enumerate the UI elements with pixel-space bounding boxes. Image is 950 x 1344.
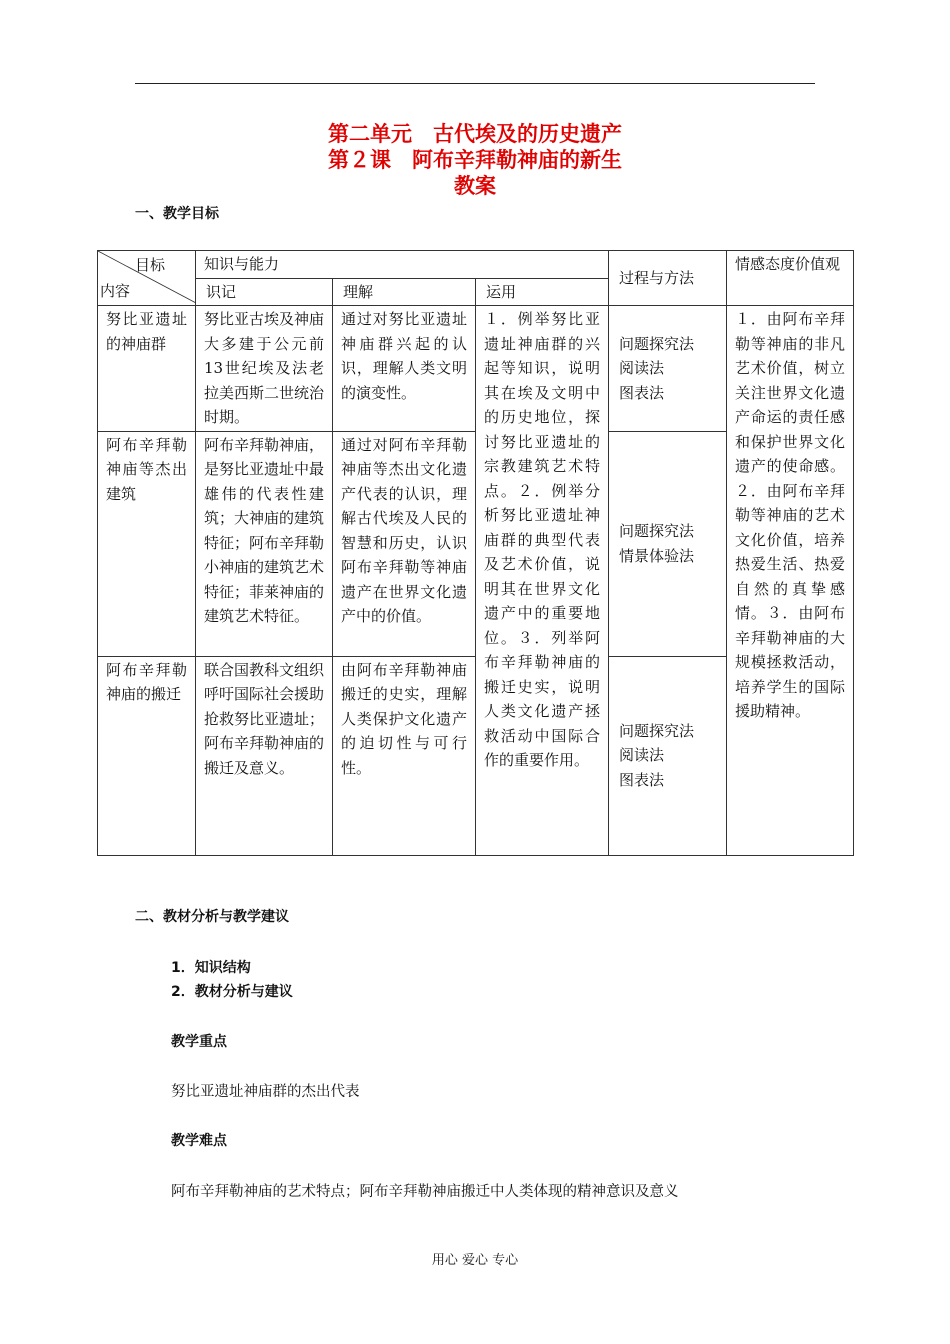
row3-understand: 由阿布辛拜勒神庙搬迁的史实，理解人类保护文化遗产的迫切性与可行性。 (333, 656, 476, 855)
row1-process (609, 306, 727, 432)
process-method: 图表法 (619, 383, 665, 402)
key-points-heading: 教学重点 (171, 1034, 227, 1050)
process-method: 情景体验法 (619, 546, 695, 565)
key-points-text: 努比亚遗址神庙群的杰出代表 (171, 1084, 360, 1100)
unit-title: 第二单元 古代埃及的历史遗产 (328, 122, 622, 146)
analysis-suggestion-item: 2．教材分析与建议 (171, 984, 293, 1000)
process-header: 过程与方法 (609, 251, 727, 306)
process-method: 问题探究法 (619, 522, 695, 540)
row3-recall: 联合国教科文组织呼吁国际社会援助抢救努比亚遗址；阿布辛拜勒神庙的搬迁及意义。 (196, 656, 333, 855)
row1-content: 努比亚遗址的神庙群 (98, 306, 196, 432)
recall-header: 识记 (196, 278, 333, 306)
header-rule (135, 83, 815, 84)
process-method: 阅读法 (619, 746, 665, 765)
apply-header: 运用 (476, 278, 609, 306)
doc-type-title: 教案 (454, 174, 496, 198)
process-method: 问题探究法 (619, 721, 695, 740)
knowledge-structure-item: 1．知识结构 (171, 960, 251, 976)
row2-recall: 阿布辛拜勒神庙，是努比亚遗址中最雄伟的代表性建筑；大神庙的建筑特征；阿布辛拜勒小神庙的建筑艺术特征；菲莱神庙的建筑艺术特征。 (196, 431, 333, 656)
section-heading-goals: 一、教学目标 (135, 206, 219, 222)
corner-label-content: 内容 (100, 281, 131, 300)
section-heading-analysis: 二、教材分析与教学建议 (135, 909, 289, 925)
emotion-cell: １．由阿布辛拜勒等神庙的非凡艺术价值，树立关注世界文化遗产命运的责任感和保护世界文化遗产的使命感。２．由阿布辛拜勒等神庙的艺术文化价值，培养热爱生活、热爱自然的真挚感情。３．由阿布辛拜勒神庙的大规模拯救活动，培养学生的国际援助精神。 (727, 306, 854, 856)
difficult-points-text: 阿布辛拜勒神庙的艺术特点；阿布辛拜勒神庙搬迁中人类体现的精神意识及意义 (171, 1184, 679, 1200)
difficult-points-heading: 教学难点 (171, 1133, 227, 1149)
row2-understand: 通过对阿布辛拜勒神庙等杰出文化遗产代表的认识，理解古代埃及人民的智慧和历史，认识阿布辛拜勒等神庙遗产在世界文化遗产中的价值。 (333, 431, 476, 656)
process-method: 问题探究法 (619, 334, 695, 353)
row3-content: 阿布辛拜勒神庙的搬迁 (98, 656, 196, 855)
row1-understand: 通过对努比亚遗址神庙群兴起的认识，理解人类文明的演变性。 (333, 306, 476, 432)
lesson-title: 第２课 阿布辛拜勒神庙的新生 (328, 148, 622, 172)
teaching-goals-table (97, 250, 854, 856)
row2-content: 阿布辛拜勒神庙等杰出建筑 (98, 431, 196, 656)
knowledge-header: 知识与能力 (196, 251, 609, 279)
understand-header: 理解 (333, 278, 476, 306)
process-method: 阅读法 (619, 359, 665, 377)
emotion-header: 情感态度价值观 (727, 251, 854, 306)
corner-label-goal: 目标 (134, 256, 165, 274)
row1-recall: 努比亚古埃及神庙大多建于公元前13世纪埃及法老拉美西斯二世统治时期。 (196, 306, 333, 432)
row2-process (609, 431, 727, 656)
process-method: 图表法 (619, 770, 665, 789)
apply-cell: １．例举努比亚遗址神庙群的兴起等知识，说明其在埃及文明中的历史地位，探讨努比亚遗址的宗教建筑艺术特点。２．例举分析努比亚遗址神庙群的典型代表及艺术价值，说明其在世界文化遗产中的重要地位。３．列举阿布辛拜勒神庙的搬迁史实，说明人类文化遗产拯救活动中国际合作的重要作用。 (476, 306, 609, 856)
page-footer: 用心 爱心 专心 (431, 1253, 519, 1268)
corner-header-cell (98, 251, 196, 306)
row3-process (609, 656, 727, 855)
